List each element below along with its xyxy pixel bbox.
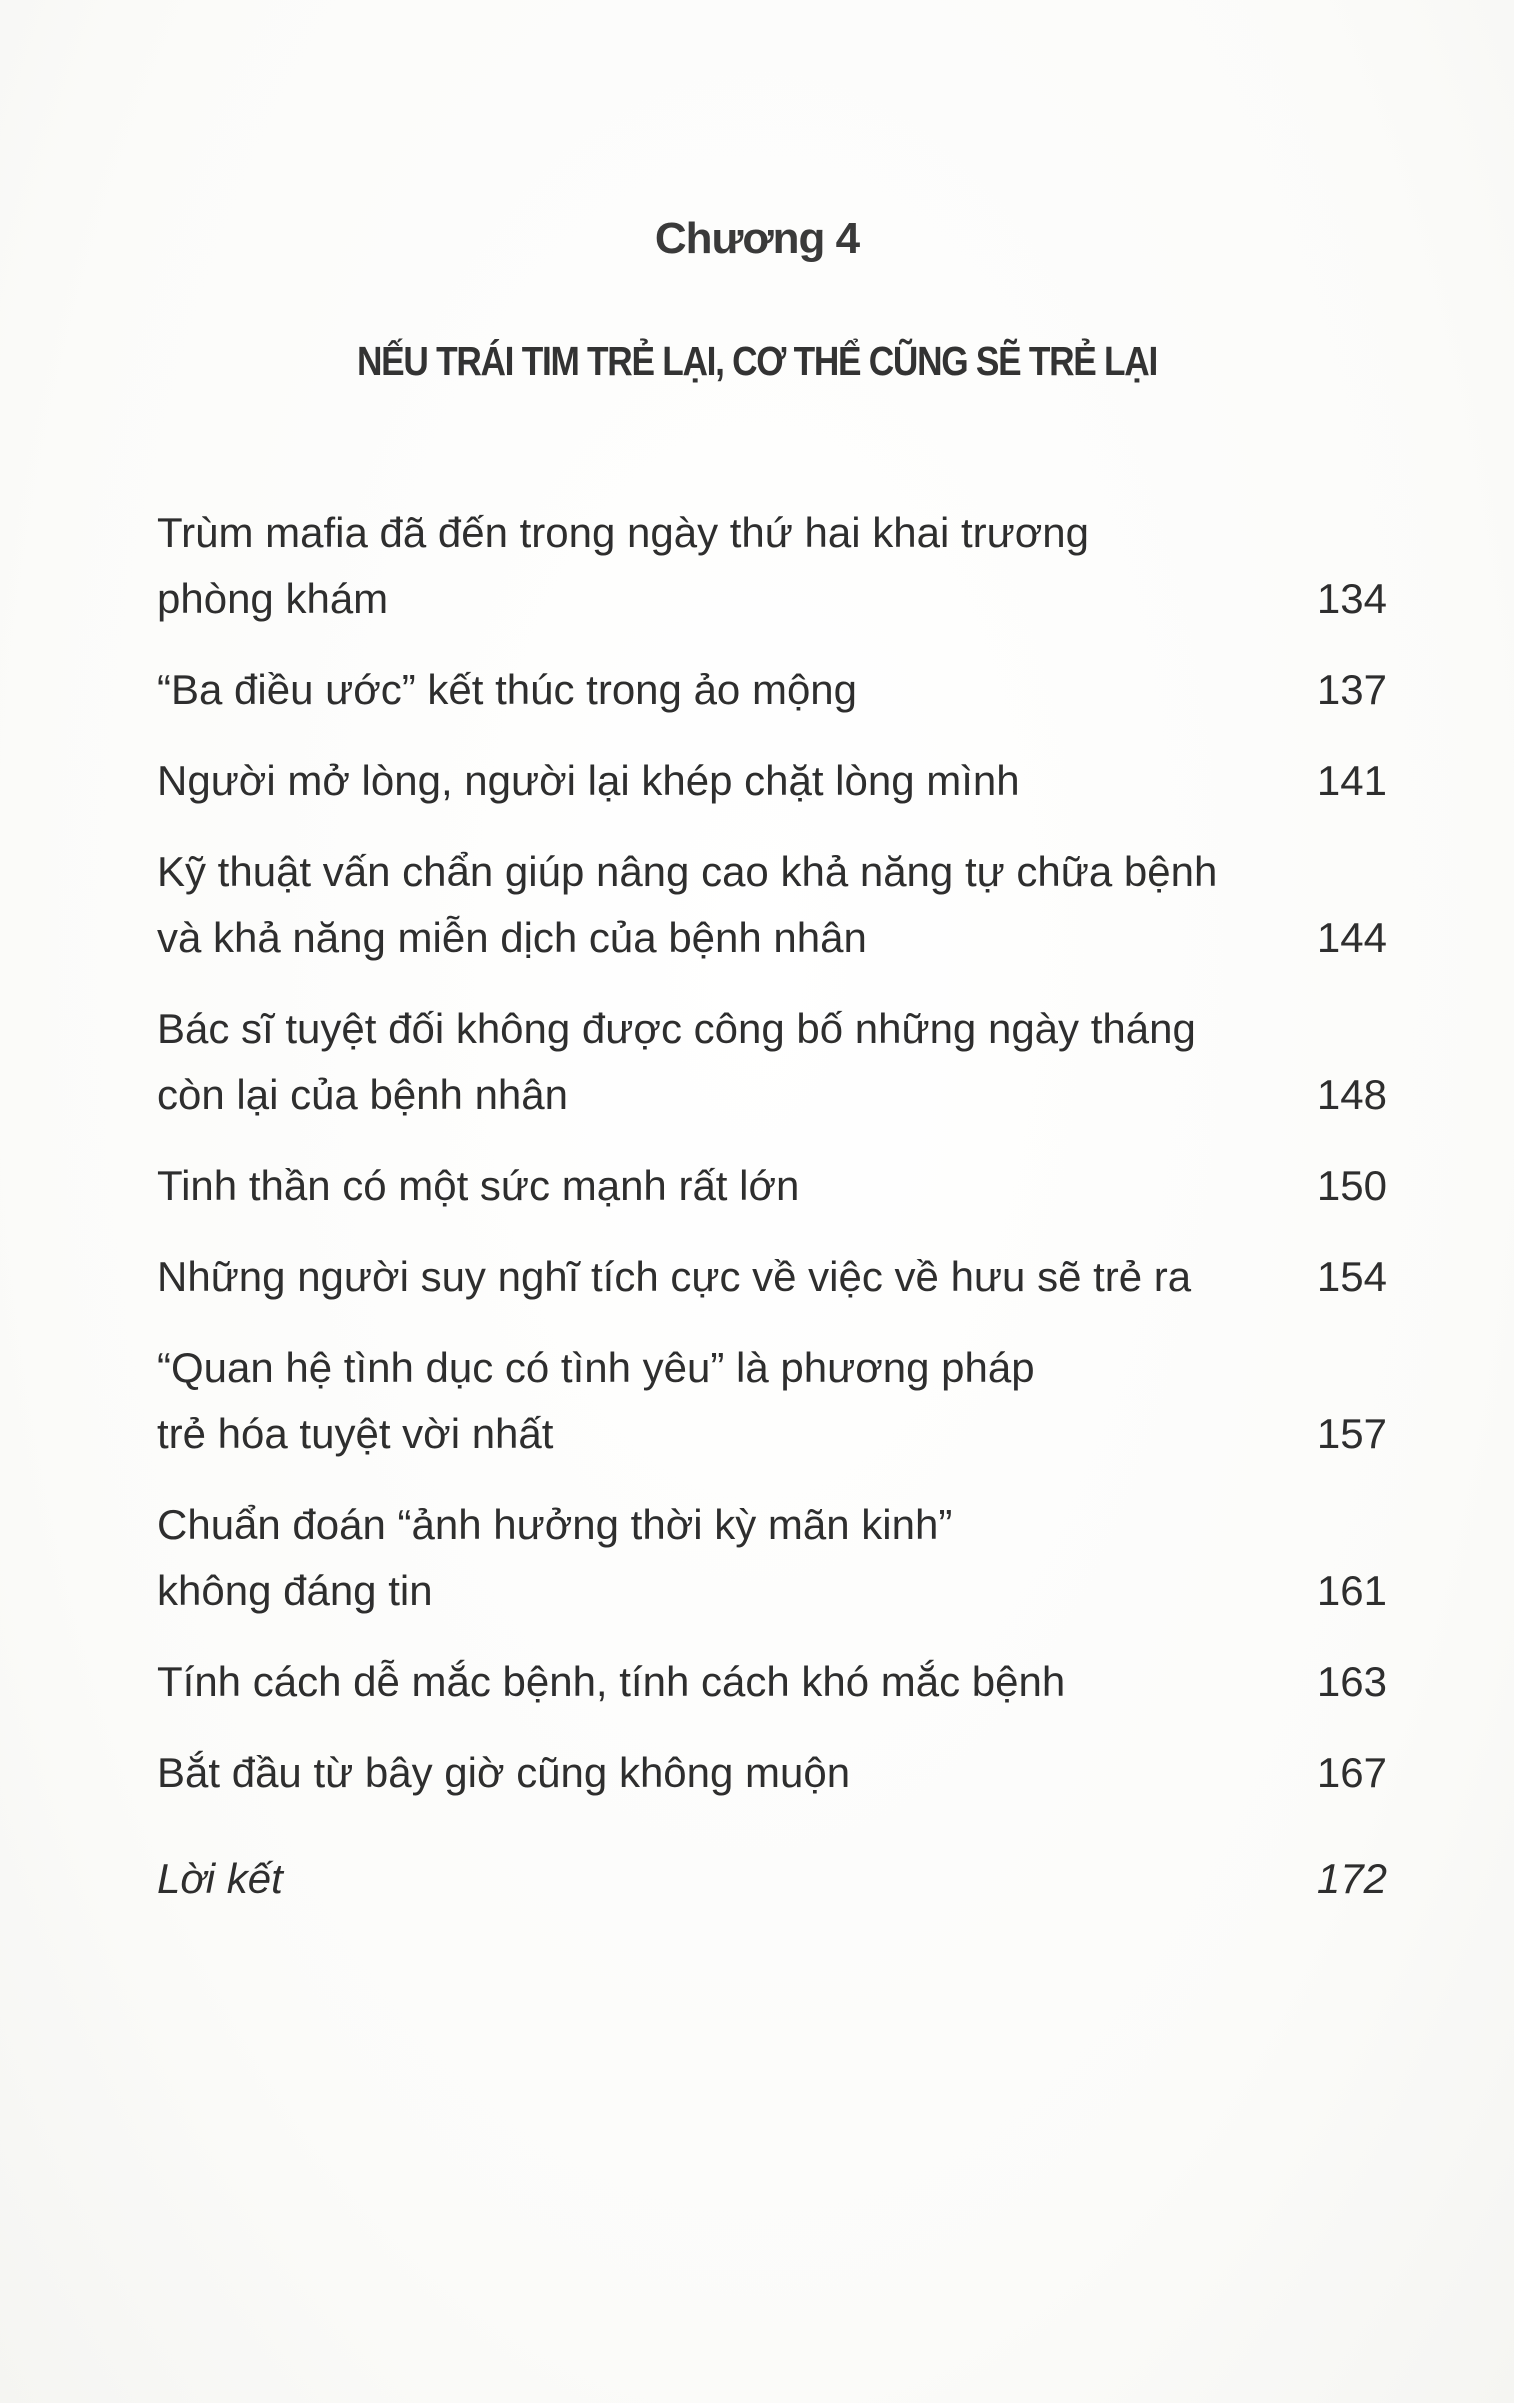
toc-entry	[157, 1335, 1387, 1467]
toc-entry-title: trẻ hóa tuyệt vời nhất	[157, 1410, 554, 1457]
toc-entry	[157, 839, 1387, 971]
toc-page-number: 157	[1316, 1410, 1387, 1457]
toc-entry	[157, 996, 1387, 1128]
toc-entry-title: “Quan hệ tình dục có tình yêu” là phương pháp	[157, 1344, 1035, 1391]
toc-entry	[157, 500, 1387, 632]
toc-entry-title: phòng khám	[157, 575, 389, 622]
toc-entry	[157, 748, 1387, 814]
toc-entry-title: Bắt đầu từ bây giờ cũng không muộn	[157, 1749, 851, 1796]
toc-entry	[157, 1244, 1387, 1310]
toc-page-number: 167	[1316, 1749, 1387, 1796]
toc-entry-title: Chuẩn đoán “ảnh hưởng thời kỳ mãn kinh”	[157, 1501, 953, 1548]
toc-entry-title: và khả năng miễn dịch của bệnh nhân	[157, 914, 867, 961]
toc-entry	[157, 657, 1387, 723]
toc-entry-title: không đáng tin	[157, 1567, 433, 1614]
toc-entry-title: Người mở lòng, người lại khép chặt lòng mình	[157, 757, 1020, 804]
toc-entry-title: Tinh thần có một sức mạnh rất lớn	[157, 1162, 800, 1209]
toc-page-number: 141	[1316, 757, 1387, 804]
toc-entry	[157, 1153, 1387, 1219]
chapter-title: NẾU TRÁI TIM TRẺ LẠI, CƠ THỂ CŨNG SẼ TRẺ LẠI	[357, 338, 1157, 384]
toc-page-number: 163	[1316, 1658, 1387, 1705]
toc-entry	[157, 1492, 1387, 1624]
toc-entry	[157, 1649, 1387, 1715]
epilogue-label: Lời kết	[157, 1855, 283, 1902]
toc-entry-title: Bác sĩ tuyệt đối không được công bố những ngày tháng	[157, 1005, 1196, 1052]
toc-entry	[157, 1740, 1387, 1806]
toc-entry-title: Những người suy nghĩ tích cực về việc về hưu sẽ trẻ ra	[157, 1253, 1192, 1300]
chapter-label: Chương 4	[654, 214, 860, 263]
toc-page-number: 144	[1316, 914, 1387, 961]
toc-page-number: 161	[1316, 1567, 1387, 1614]
toc-page-number: 172	[1316, 1855, 1387, 1902]
toc-entry-title: còn lại của bệnh nhân	[157, 1071, 568, 1118]
toc-page-number: 150	[1316, 1162, 1387, 1209]
toc-entry-title: Trùm mafia đã đến trong ngày thứ hai khai trương	[157, 509, 1090, 556]
toc-entry-title: “Ba điều ước” kết thúc trong ảo mộng	[157, 666, 858, 713]
toc-page-number: 154	[1316, 1253, 1387, 1300]
toc-entry-title: Tính cách dễ mắc bệnh, tính cách khó mắc bệnh	[157, 1658, 1066, 1705]
toc-entry-title: Kỹ thuật vấn chẩn giúp nâng cao khả năng tự chữa bệnh	[157, 848, 1218, 895]
table-of-contents	[157, 500, 1387, 1937]
toc-page-number: 134	[1316, 575, 1387, 622]
toc-page-number: 148	[1316, 1071, 1387, 1118]
toc-page-number: 137	[1316, 666, 1387, 713]
toc-epilogue	[157, 1846, 1387, 1912]
